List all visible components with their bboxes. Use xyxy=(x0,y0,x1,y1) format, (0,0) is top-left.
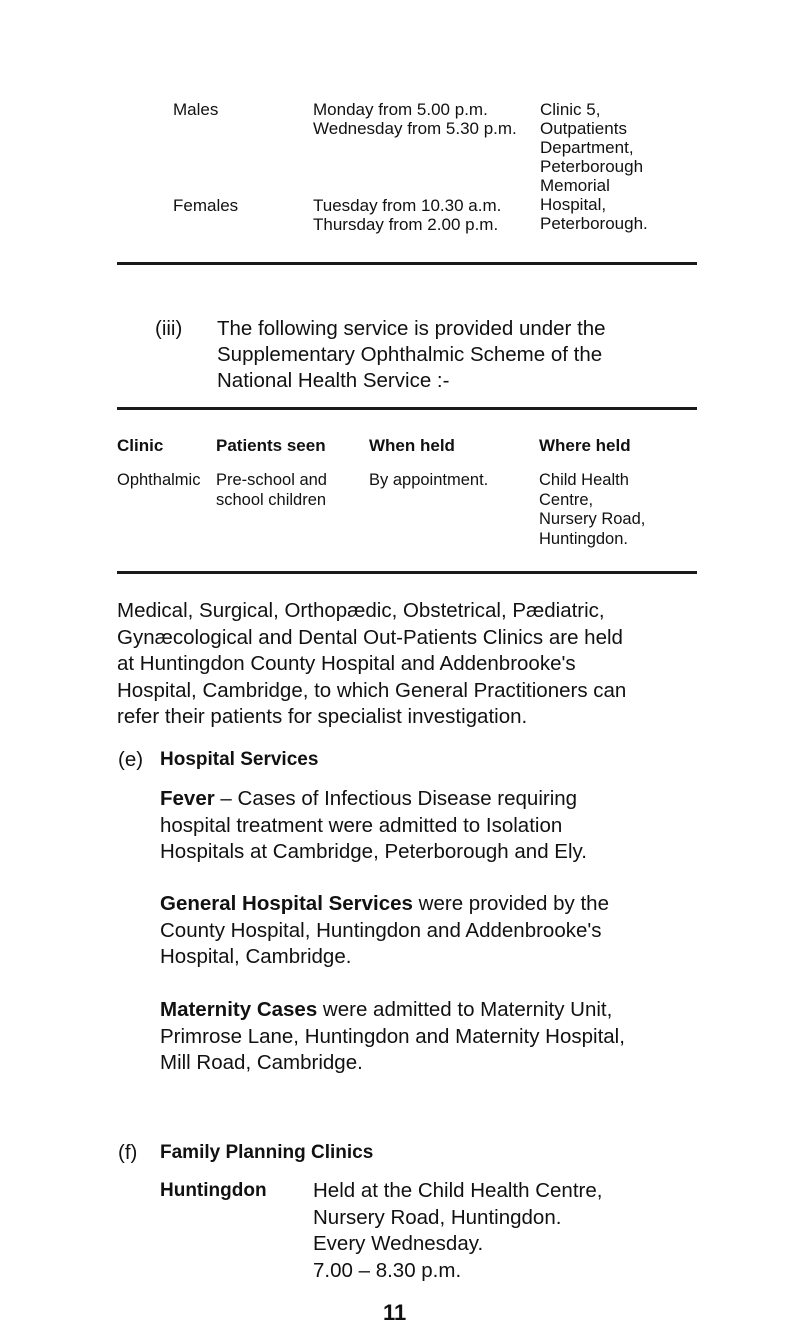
section-e-marker: (e) xyxy=(118,748,144,771)
text-line xyxy=(160,997,625,1024)
males-label: Males xyxy=(173,100,219,119)
divider xyxy=(117,407,697,410)
family-planning-details xyxy=(313,1178,602,1284)
clinic-location: Clinic 5, Outpatients Department, Peterborough Memorial Hospital, Peterborough. xyxy=(540,100,648,233)
text-run: were provided by the xyxy=(412,892,609,915)
table-cell-where: Child Health Centre, Nursery Road, Huntingdon. xyxy=(539,471,646,548)
text-line: Gynæcological and Dental Out-Patients Clinics are held xyxy=(117,625,623,649)
divider xyxy=(117,262,697,265)
clinic-place: Huntingdon xyxy=(160,1180,267,1201)
general-heading: General Hospital Services xyxy=(160,892,413,915)
text-line: Held at the Child Health Centre, xyxy=(313,1179,603,1202)
table-header: When held xyxy=(369,436,455,455)
text-line: The following service is provided under the xyxy=(217,317,606,340)
text-line: Every Wednesday. xyxy=(313,1232,484,1255)
text-line: County Hospital, Huntingdon and Addenbrooke's xyxy=(160,918,602,942)
divider xyxy=(117,571,697,574)
outpatients-paragraph xyxy=(117,598,626,731)
text-line: Supplementary Ophthalmic Scheme of the xyxy=(217,343,603,366)
section-f-title: Family Planning Clinics xyxy=(160,1142,374,1163)
section-iii-marker: (iii) xyxy=(155,317,183,340)
maternity-heading: Maternity Cases xyxy=(160,998,318,1021)
text-line: Primrose Lane, Huntingdon and Maternity Hospital, xyxy=(160,1024,625,1048)
text-line: Hospital, Cambridge. xyxy=(160,945,352,968)
table-header: Clinic xyxy=(117,436,164,455)
text-line: Nursery Road, Huntingdon. xyxy=(313,1205,562,1229)
table-cell-patients: Pre-school and school children xyxy=(216,471,327,509)
fever-heading: Fever xyxy=(160,787,215,810)
section-f-marker: (f) xyxy=(118,1141,138,1164)
text-line: National Health Service :- xyxy=(217,369,450,392)
females-times: Tuesday from 10.30 a.m. Thursday from 2.00 p.m. xyxy=(313,196,502,234)
text-line: Mill Road, Cambridge. xyxy=(160,1051,363,1074)
fever-paragraph xyxy=(160,786,587,866)
text-line xyxy=(160,891,609,918)
section-iii-text xyxy=(217,316,606,394)
males-times: Monday from 5.00 p.m. Wednesday from 5.30 p.m. xyxy=(313,100,517,138)
text-line: 7.00 – 8.30 p.m. xyxy=(313,1258,462,1282)
text-line xyxy=(160,786,587,813)
text-line: Hospital, Cambridge, to which General Practitioners can xyxy=(117,678,627,702)
table-header: Patients seen xyxy=(216,436,326,455)
text-line: hospital treatment were admitted to Isolation xyxy=(160,813,563,837)
page-number: 11 xyxy=(383,1300,407,1325)
text-run: – Cases of Infectious Disease requiring xyxy=(214,787,578,810)
table-header: Where held xyxy=(539,436,631,455)
text-run: were admitted to Maternity Unit, xyxy=(317,998,613,1021)
maternity-paragraph xyxy=(160,997,625,1077)
text-line: refer their patients for specialist investigation. xyxy=(117,705,528,728)
general-hospital-paragraph xyxy=(160,891,609,971)
text-line: Medical, Surgical, Orthopædic, Obstetrical, Pædiatric, xyxy=(117,599,605,622)
text-line: Hospitals at Cambridge, Peterborough and Ely. xyxy=(160,840,587,863)
table-cell-when: By appointment. xyxy=(369,471,489,489)
text-line: at Huntingdon County Hospital and Addenbrooke's xyxy=(117,652,576,675)
table-cell-clinic: Ophthalmic xyxy=(117,471,201,489)
section-e-title: Hospital Services xyxy=(160,749,319,770)
females-label: Females xyxy=(173,196,239,215)
